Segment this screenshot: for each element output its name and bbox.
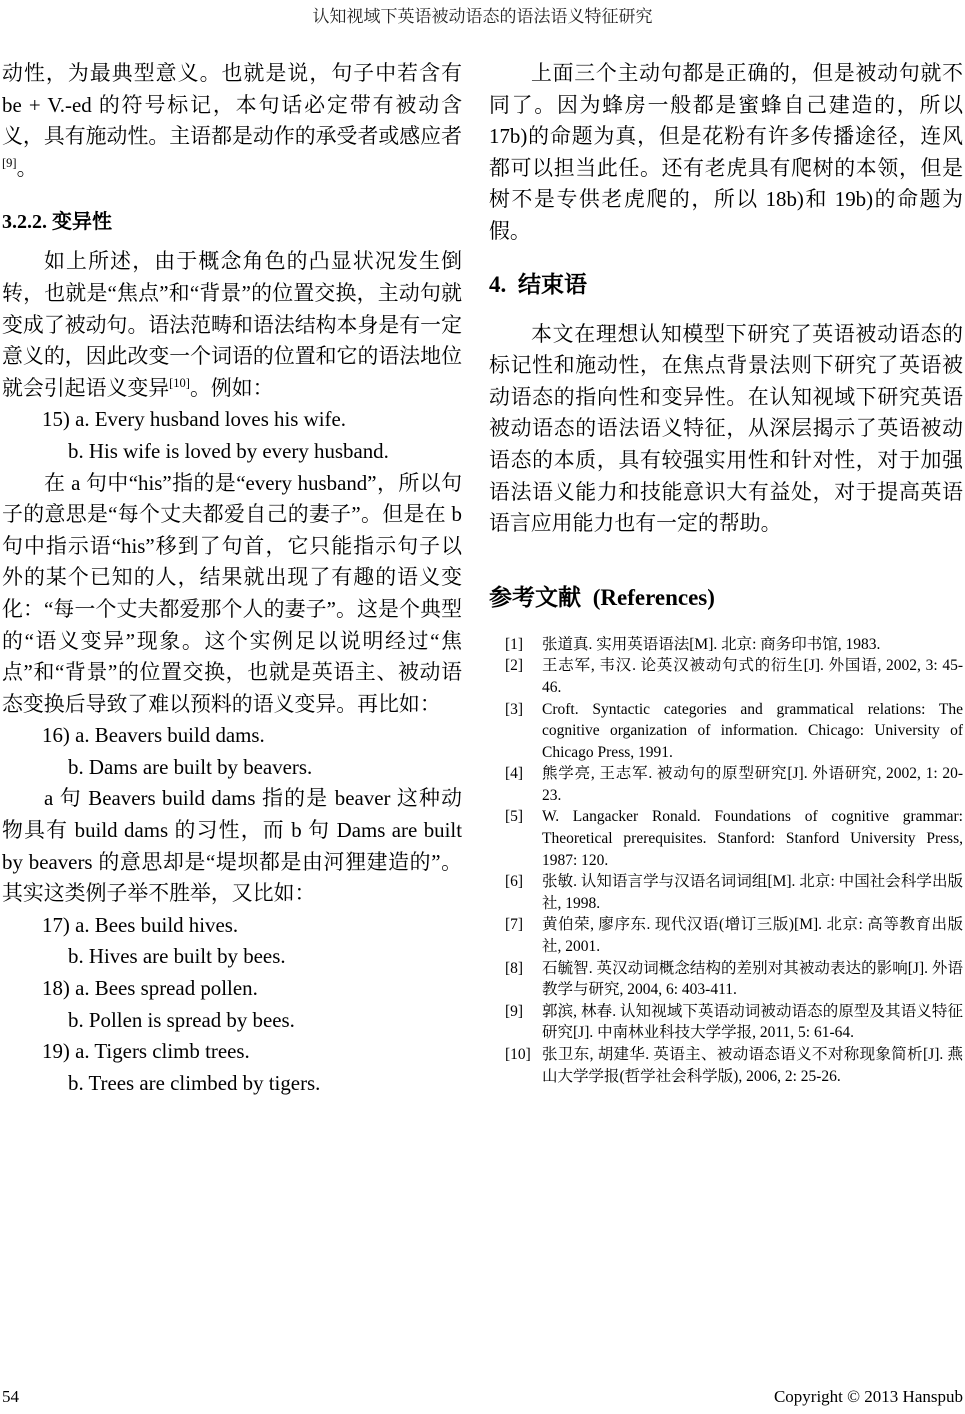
citation-9-superscript: [9] [2, 155, 17, 170]
example-15a: 15) a. Every husband loves his wife. [42, 407, 347, 432]
running-header [0, 6, 965, 28]
reference-number: [9] [505, 1002, 524, 1020]
paragraph-variability [2, 246, 462, 404]
paragraph-propositions: 上面三个主动句都是正确的，但是被动句就不同了。因为蜂房一般都是蜜蜂自己建造的，所以 17b)的命题为真，但是花粉有许多传播途径，连风都可以担当此任。还有老虎具有爬树的本领，但是树不是专供老虎爬的，所以 18b)和 19b)的命题为假。 [489, 61, 963, 243]
page-number: 54 [2, 1387, 19, 1406]
example-15b: b. His wife is loved by every husband. [68, 438, 389, 463]
reference-number: [10] [505, 1046, 531, 1063]
references-heading: 参考文献 (References) [489, 584, 715, 610]
example-17b: b. Hives are built by bees. [68, 944, 286, 969]
paragraph-beavers-analysis: a 句 Beavers build dams 指的是 beaver 这种动物具有 build dams 的习性，而 b 句 Dams are built by beavers 的意思却是“堤坝都是由河狸建造的”。其实这类例子举不胜举，又比如： [2, 786, 462, 906]
reference-item [489, 634, 963, 656]
reference-item [489, 655, 963, 698]
reference-item [489, 806, 963, 871]
reference-item [489, 958, 963, 1001]
reference-number: [2] [505, 657, 524, 675]
reference-text: 王志军, 韦汉. 论英汉被动句式的衍生[J]. 外国语, 2002, 3: 45-46. [542, 657, 963, 696]
reference-item [489, 871, 963, 914]
reference-item [489, 914, 963, 957]
reference-item [489, 1044, 963, 1087]
reference-text: 黄伯荣, 廖序东. 现代汉语(增订三版)[M]. 北京: 高等教育出版社, 2001. [542, 916, 963, 956]
paragraph-markedness [2, 58, 462, 184]
example-18b: b. Pollen is spread by bees. [68, 1007, 295, 1032]
reference-text: W. Langacker Ronald. Foundations of cognitive grammar: Theoretical prerequisites. Stanford: Stanford University Press, 1987: 120. [542, 808, 963, 869]
paragraph-his-analysis: 在 a 句中“his”指的是“every husband”，所以句子的意思是“每个丈夫都爱自己的妻子”。但是在 b 句中指示语“his”移到了句首，它只能指示句子以外的某个已知的人，结果就出现了有趣的语义变化：“每一个丈夫都爱那个人的妻子”。这是个典型的“语义变异”现象。这个实例足以说明经过“焦点”和“背景”的位置交换，也就是英语主、被动语态变换后导致了难以预料的语义变异。再比如： [2, 470, 462, 716]
paragraph-text: 。 [16, 155, 38, 180]
reference-number: [4] [505, 765, 524, 783]
reference-text: 张敏. 认知语言学与汉语名词词组[M]. 北京: 中国社会科学出版社, 1998. [542, 873, 963, 912]
reference-item [489, 699, 963, 764]
reference-number: [1] [505, 635, 524, 653]
reference-text: 石毓智. 英汉动词概念结构的差别对其被动表达的影响[J]. 外语教学与研究, 2004, 6: 403-411. [542, 959, 963, 999]
reference-item [489, 763, 963, 806]
citation-10-superscript: [10] [169, 375, 190, 390]
reference-text: 熊学亮, 王志军. 被动句的原型研究[J]. 外语研究, 2002, 1: 20-23. [542, 765, 963, 804]
running-header-title: 认知视域下英语被动语态的语法语义特征研究 [312, 7, 653, 26]
reference-number: [8] [505, 959, 524, 977]
example-19b: b. Trees are climbed by tigers. [68, 1070, 321, 1095]
paragraph-text: 。例如： [189, 375, 274, 400]
copyright-notice: Copyright © 2013 Hanspub [773, 1387, 963, 1406]
paragraph-text: 如上所述，由于概念角色的凸显状况发生倒转，也就是“焦点”和“背景”的位置交换，主动句就变成了被动句。语法范畴和语法结构本身是有一定意义的，因此改变一个词语的位置和它的语法地位就会引起语义变异 [2, 249, 462, 400]
section-heading-3-2-2: 3.2.2. 变异性 [2, 211, 112, 234]
page-footer [2, 1386, 963, 1407]
reference-text: 郭滨, 林春. 认知视域下英语动词被动语态的原型及其语义特征研究[J]. 中南林业科技大学学报, 2011, 5: 61-64. [542, 1002, 963, 1042]
paragraph-conclusion: 本文在理想认知模型下研究了英语被动语态的标记性和施动性，在焦点背景法则下研究了英语被动语态的指向性和变异性。在认知视域下研究英语被动语态的语法语义特征，从深层揭示了英语被动语态的本质，具有较强实用性和针对性，对于加强语法语义能力和技能意识大有益处，对于提高英语语言应用能力也有一定的帮助。 [489, 321, 963, 536]
right-column [489, 58, 963, 1087]
example-16a: 16) a. Beavers build dams. [42, 723, 265, 748]
section-heading-4: 4. 结束语 [489, 271, 587, 297]
example-18a: 18) a. Bees spread pollen. [42, 976, 258, 1001]
reference-number: [6] [505, 873, 524, 891]
references-list [489, 634, 963, 1087]
example-17a: 17) a. Bees build hives. [42, 912, 239, 937]
reference-item [489, 1001, 963, 1044]
reference-number: [5] [505, 808, 524, 826]
reference-text: 张道真. 实用英语语法[M]. 北京: 商务印书馆, 1983. [542, 635, 881, 653]
example-19a: 19) a. Tigers climb trees. [42, 1039, 250, 1064]
reference-number: [3] [505, 700, 524, 718]
reference-number: [7] [505, 916, 524, 934]
left-column [2, 58, 462, 1099]
reference-text: 张卫东, 胡建华. 英语主、被动语态语义不对称现象简析[J]. 燕山大学学报(哲学社会科学版), 2006, 2: 25-26. [542, 1046, 963, 1085]
example-16b: b. Dams are built by beavers. [68, 754, 313, 779]
reference-text: Croft. Syntactic categories and grammatical relations: The cognitive organization of information. Chicago: University of Chicago Press, 1991. [542, 700, 963, 761]
paragraph-text: 动性，为最典型意义。也就是说，句子中若含有 be + V.-ed 的符号标记，本句话必定带有被动含义，具有施动性。主语都是动作的承受者或感应者 [2, 61, 462, 149]
